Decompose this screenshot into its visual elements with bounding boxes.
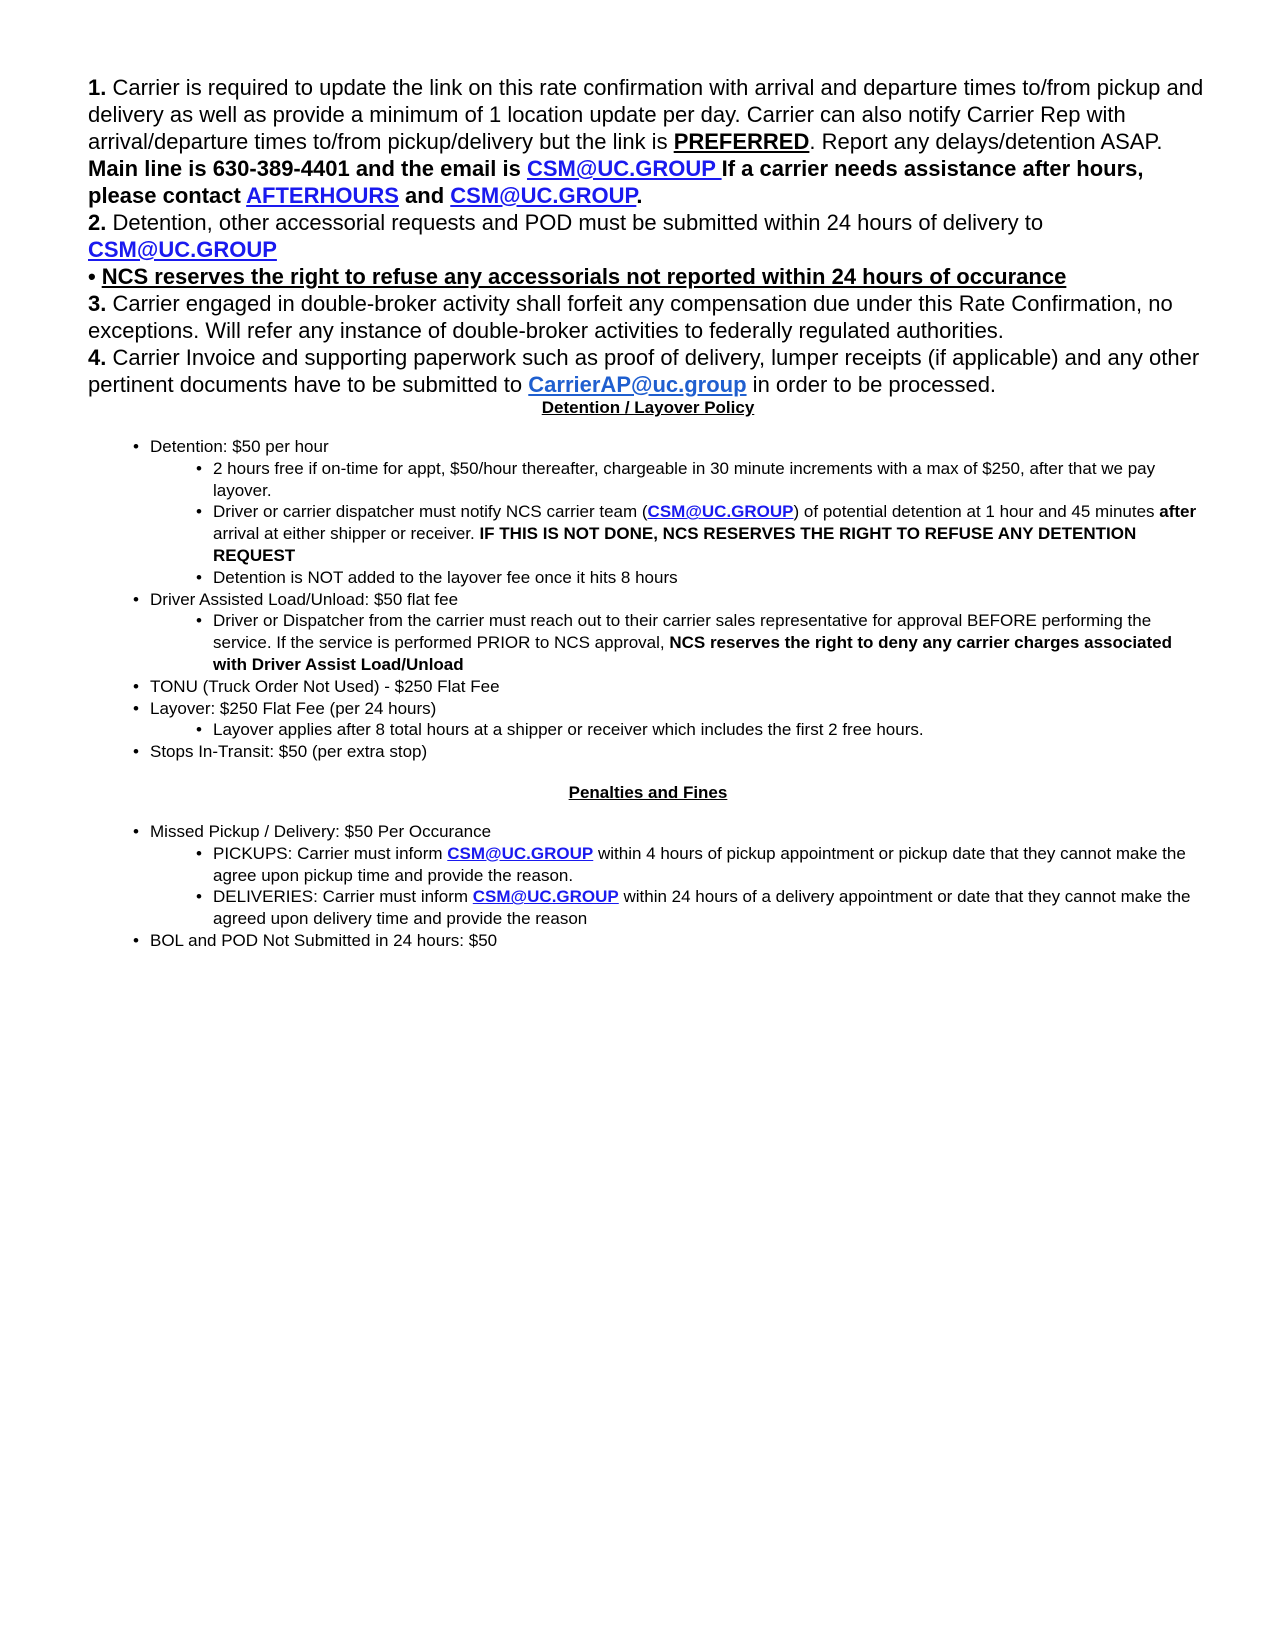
list-item: [88, 821, 1208, 843]
bullet-icon: •: [133, 437, 139, 456]
pickups-rule: PICKUPS: Carrier must inform: [213, 843, 448, 863]
term-3-number: 3.: [88, 291, 107, 316]
notice-text: NCS reserves the right to refuse any accessorials not reported within 24 hours of occurance: [101, 264, 1067, 289]
list-item: [88, 698, 1208, 720]
penalties-title: Penalties and Fines: [568, 782, 728, 802]
term-1-text-2: . Report any delays/detention ASAP.: [809, 129, 1163, 154]
term-1: [88, 74, 1208, 209]
bullet-icon: •: [196, 502, 202, 522]
driver-assist-fee: Driver Assisted Load/Unload: $50 flat fee: [150, 589, 459, 609]
notify-rule-text: Driver or carrier dispatcher must notify NCS carrier team (: [213, 502, 648, 522]
list-item: [88, 589, 1208, 611]
after-text: after: [1159, 502, 1197, 522]
free-hours-rule: 2 hours free if on-time for appt, $50/hour thereafter, chargeable in 30 minute increments with a max of $250, after that we pay layover.: [213, 458, 1156, 500]
afterhours-link[interactable]: AFTERHOURS: [246, 183, 399, 208]
penalties-list: [88, 821, 1208, 952]
detention-policy-title: Detention / Layover Policy: [541, 398, 755, 417]
list-item: [88, 458, 1208, 502]
detention-policy-list: [88, 436, 1208, 763]
bullet-icon: •: [196, 567, 202, 587]
bullet-icon: •: [133, 698, 139, 718]
bullet-icon: •: [196, 611, 202, 631]
term-4: [88, 344, 1208, 398]
deliveries-rule-2: within 24 hours of a delivery appointment or date that they cannot make the agreed upon delivery time and provide the reason: [213, 887, 1191, 929]
list-item: [88, 843, 1208, 887]
refuse-warning: IF THIS IS NOT DONE, NCS RESERVES THE RIGHT TO REFUSE ANY DETENTION REQUEST: [213, 524, 1137, 565]
stops-in-transit-fee: Stops In-Transit: $50 (per extra stop): [150, 742, 428, 762]
layover-fee: Layover: $250 Flat Fee (per 24 hours): [150, 698, 437, 718]
bullet-icon: •: [196, 720, 202, 740]
missed-pickup-fee: Missed Pickup / Delivery: $50 Per Occurance: [150, 821, 492, 841]
notify-rule-text-2: ) of potential detention at 1 hour and 45 minutes: [793, 502, 1160, 522]
period: .: [636, 183, 643, 208]
driver-assist-warning: NCS reserves the right to deny any carrier charges associated with Driver Assist Load/Unload: [213, 633, 1172, 674]
accessorial-notice: [88, 263, 1208, 290]
term-4-number: 4.: [88, 345, 107, 370]
list-item: [88, 930, 1208, 952]
tonu-fee: TONU (Truck Order Not Used) - $250 Flat Fee: [150, 676, 500, 696]
pickups-rule-2: within 4 hours of pickup appointment or pickup date that they cannot make the agree upon pickup time and provide the reason.: [213, 843, 1186, 885]
bullet-icon: •: [196, 458, 202, 478]
list-item: [88, 610, 1208, 675]
list-item: [88, 719, 1208, 741]
csm-email-link-3[interactable]: CSM@UC.GROUP: [88, 237, 277, 262]
notify-rule-text-3: arrival at either shipper or receiver.: [213, 524, 480, 544]
term-2-text: Detention, other accessorial requests and POD must be submitted within 24 hours of delivery to: [106, 210, 1044, 235]
bullet-icon: •: [196, 843, 202, 863]
list-item: [88, 676, 1208, 698]
bullet-icon: •: [133, 742, 139, 762]
bullet-icon: •: [133, 821, 139, 841]
bullet-icon: •: [88, 264, 96, 289]
driver-assist-rule: Driver or Dispatcher from the carrier must reach out to their carrier sales representative for approval BEFORE performing the service. If the service is performed PRIOR to NCS approval,: [213, 611, 1152, 653]
csm-email-link-4[interactable]: CSM@UC.GROUP: [647, 502, 794, 522]
carrier-ap-email-link[interactable]: CarrierAP@uc.group: [528, 372, 747, 397]
bullet-icon: •: [196, 887, 202, 907]
term-2-number: 2.: [88, 210, 107, 235]
term-2: [88, 209, 1208, 263]
list-item: [88, 567, 1208, 589]
csm-email-link-5[interactable]: CSM@UC.GROUP: [447, 843, 594, 863]
bol-pod-fee: BOL and POD Not Submitted in 24 hours: $50: [150, 930, 498, 950]
term-4-text: Carrier Invoice and supporting paperwork such as proof of delivery, lumper receipts (if applicable) and any other pertinent documents have to be submitted to: [88, 345, 1200, 397]
list-item: [88, 886, 1208, 930]
term-1-text: Carrier is required to update the link on this rate confirmation with arrival and departure times to/from pickup and delivery as well as provide a minimum of 1 location update per day. Carrier can also notify Carrier Rep with arrival/departure times to/from pickup/delivery but the link is: [88, 75, 1204, 154]
bullet-icon: •: [133, 589, 139, 609]
after-hours-text: If a carrier needs assistance after hours, please contact: [88, 156, 1144, 208]
term-4-tail: in order to be processed.: [746, 372, 997, 397]
bullet-icon: •: [133, 930, 139, 950]
carrier-terms: [88, 74, 1208, 952]
term-1-number: 1.: [88, 75, 107, 100]
deliveries-rule: DELIVERIES: Carrier must inform: [213, 887, 473, 907]
list-item: [88, 501, 1208, 566]
list-item: [88, 741, 1208, 763]
detention-rate: Detention: $50 per hour: [150, 437, 329, 456]
term-3-text: Carrier engaged in double-broker activity shall forfeit any compensation due under this Rate Confirmation, no exceptions. Will refer any instance of double-broker activities to federally regulated authorities.: [88, 291, 1173, 343]
main-line-text: Main line is 630-389-4401 and the email is: [88, 156, 527, 181]
layover-rule: Detention is NOT added to the layover fee once it hits 8 hours: [213, 567, 678, 587]
list-item: [88, 436, 1208, 458]
and-text: and: [398, 183, 451, 208]
term-3: [88, 290, 1208, 344]
csm-email-link-2[interactable]: CSM@UC.GROUP: [450, 183, 637, 208]
layover-applies-rule: Layover applies after 8 total hours at a shipper or receiver which includes the first 2 free hours.: [213, 720, 924, 740]
csm-email-link[interactable]: CSM@UC.GROUP: [526, 156, 722, 181]
bullet-icon: •: [133, 676, 139, 696]
preferred-label: PREFERRED: [673, 129, 810, 154]
csm-email-link-6[interactable]: CSM@UC.GROUP: [472, 887, 619, 907]
